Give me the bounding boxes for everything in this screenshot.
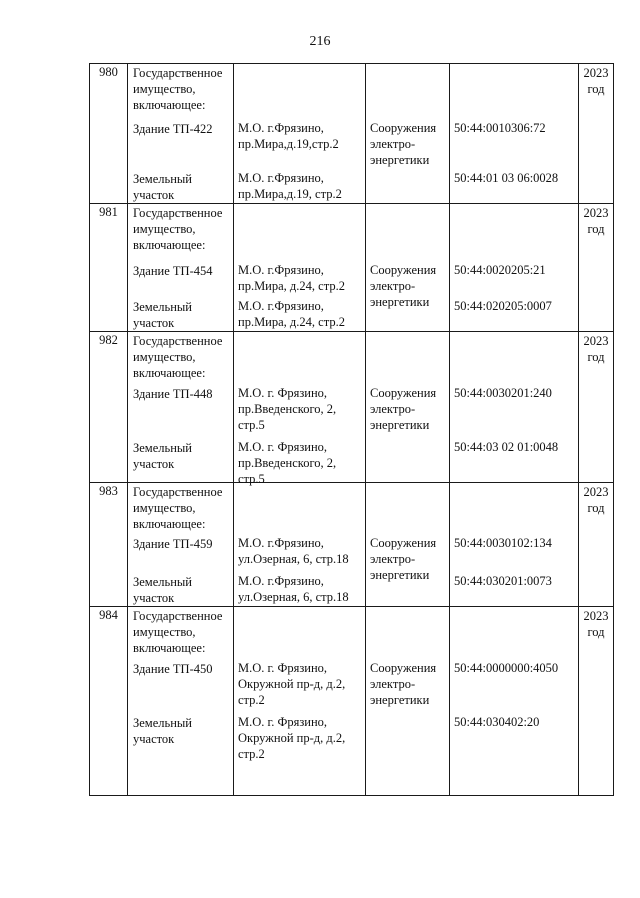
table-row (90, 64, 614, 204)
spacer (237, 204, 362, 262)
land-cadastral: 50:44:030402:20 (454, 715, 540, 729)
record-names (128, 204, 234, 332)
table-row (90, 483, 614, 607)
group-label: Государственное имущество, включающее: (133, 485, 223, 531)
spacer (237, 607, 362, 660)
building-cadastral: 50:44:0020205:21 (454, 263, 546, 277)
land-cadastral: 50:44:020205:0007 (454, 299, 552, 313)
spacer (453, 483, 575, 535)
record-number: 980 (90, 64, 128, 204)
building-type: Сооружения электро-энергетики (370, 263, 437, 309)
record-names (128, 607, 234, 796)
land-address: М.О. г.Фрязино, пр.Мира, д.24, стр.2 (238, 299, 345, 329)
record-year: 2023 год (579, 483, 614, 607)
building-type: Сооружения электро-энергетики (370, 386, 437, 432)
record-year: 2023 год (579, 607, 614, 796)
building-name: Здание ТП-450 (133, 662, 213, 676)
land-name: Земельный участок (133, 716, 192, 746)
record-number: 983 (90, 483, 128, 607)
record-addresses (234, 607, 366, 796)
record-names (128, 483, 234, 607)
property-table-body (90, 64, 614, 796)
record-types (366, 332, 450, 483)
record-addresses (234, 204, 366, 332)
land-address: М.О. г.Фрязино, ул.Озерная, 6, стр.18 (238, 574, 349, 604)
record-number: 984 (90, 607, 128, 796)
group-label: Государственное имущество, включающее: (133, 609, 223, 655)
land-address: М.О. г. Фрязино, пр.Введенского, 2, стр.5 (238, 440, 337, 486)
record-cadastral (450, 607, 579, 796)
record-year: 2023 год (579, 64, 614, 204)
building-cadastral: 50:44:0030102:134 (454, 536, 552, 550)
land-cadastral: 50:44:030201:0073 (454, 574, 552, 588)
group-label: Государственное имущество, включающее: (133, 206, 223, 252)
building-address: М.О. г.Фрязино, ул.Озерная, 6, стр.18 (238, 536, 349, 566)
record-addresses (234, 332, 366, 486)
land-name: Земельный участок (133, 575, 192, 605)
land-name: Земельный участок (133, 300, 192, 330)
spacer (453, 332, 575, 385)
record-cadastral (450, 64, 579, 204)
building-type: Сооружения электро-энергетики (370, 121, 437, 167)
record-cadastral (450, 483, 579, 607)
land-cadastral: 50:44:01 03 06:0028 (454, 171, 559, 185)
building-type: Сооружения электро-энергетики (370, 661, 437, 707)
spacer (453, 204, 575, 262)
land-cadastral: 50:44:03 02 01:0048 (454, 440, 559, 454)
spacer (453, 607, 575, 660)
table-row (90, 607, 614, 796)
record-year: 2023 год (579, 332, 614, 483)
record-year: 2023 год (579, 204, 614, 332)
land-address: М.О. г.Фрязино, пр.Мира,д.19, стр.2 (238, 171, 342, 201)
spacer (369, 483, 446, 535)
group-label: Государственное имущество, включающее: (133, 66, 223, 112)
record-addresses (234, 483, 366, 607)
group-label: Государственное имущество, включающее: (133, 334, 223, 380)
table-row (90, 204, 614, 332)
record-types (366, 204, 450, 332)
record-names (128, 332, 234, 483)
building-name: Здание ТП-459 (133, 537, 213, 551)
building-address: М.О. г.Фрязино, пр.Мира, д.24, стр.2 (238, 263, 345, 293)
building-name: Здание ТП-454 (133, 264, 213, 278)
record-types (366, 607, 450, 796)
building-name: Здание ТП-448 (133, 387, 213, 401)
land-name: Земельный участок (133, 172, 192, 202)
spacer (369, 204, 446, 262)
building-address: М.О. г.Фрязино, пр.Мира,д.19,стр.2 (238, 121, 339, 151)
spacer (369, 332, 446, 385)
property-table (89, 63, 614, 796)
spacer (369, 64, 446, 120)
building-cadastral: 50:44:0030201:240 (454, 386, 552, 400)
building-address: М.О. г. Фрязино, пр.Введенского, 2, стр.5 (238, 386, 337, 432)
land-address: М.О. г. Фрязино, Окружной пр-д, д.2, стр.2 (238, 715, 346, 761)
spacer (237, 483, 362, 535)
table-row (90, 332, 614, 483)
building-cadastral: 50:44:0010306:72 (454, 121, 546, 135)
record-cadastral (450, 204, 579, 332)
record-number: 982 (90, 332, 128, 483)
page-number: 216 (309, 34, 331, 49)
spacer (237, 332, 362, 385)
record-types (366, 64, 450, 204)
building-type: Сооружения электро-энергетики (370, 536, 437, 582)
record-number: 981 (90, 204, 128, 332)
record-types (366, 483, 450, 607)
land-name: Земельный участок (133, 441, 192, 471)
record-cadastral (450, 332, 579, 483)
spacer (369, 607, 446, 660)
spacer (453, 64, 575, 120)
spacer (237, 64, 362, 120)
building-address: М.О. г. Фрязино, Окружной пр-д, д.2, стр.2 (238, 661, 346, 707)
building-name: Здание ТП-422 (133, 122, 213, 136)
record-names (128, 64, 234, 204)
building-cadastral: 50:44:0000000:4050 (454, 661, 559, 675)
record-addresses (234, 64, 366, 204)
